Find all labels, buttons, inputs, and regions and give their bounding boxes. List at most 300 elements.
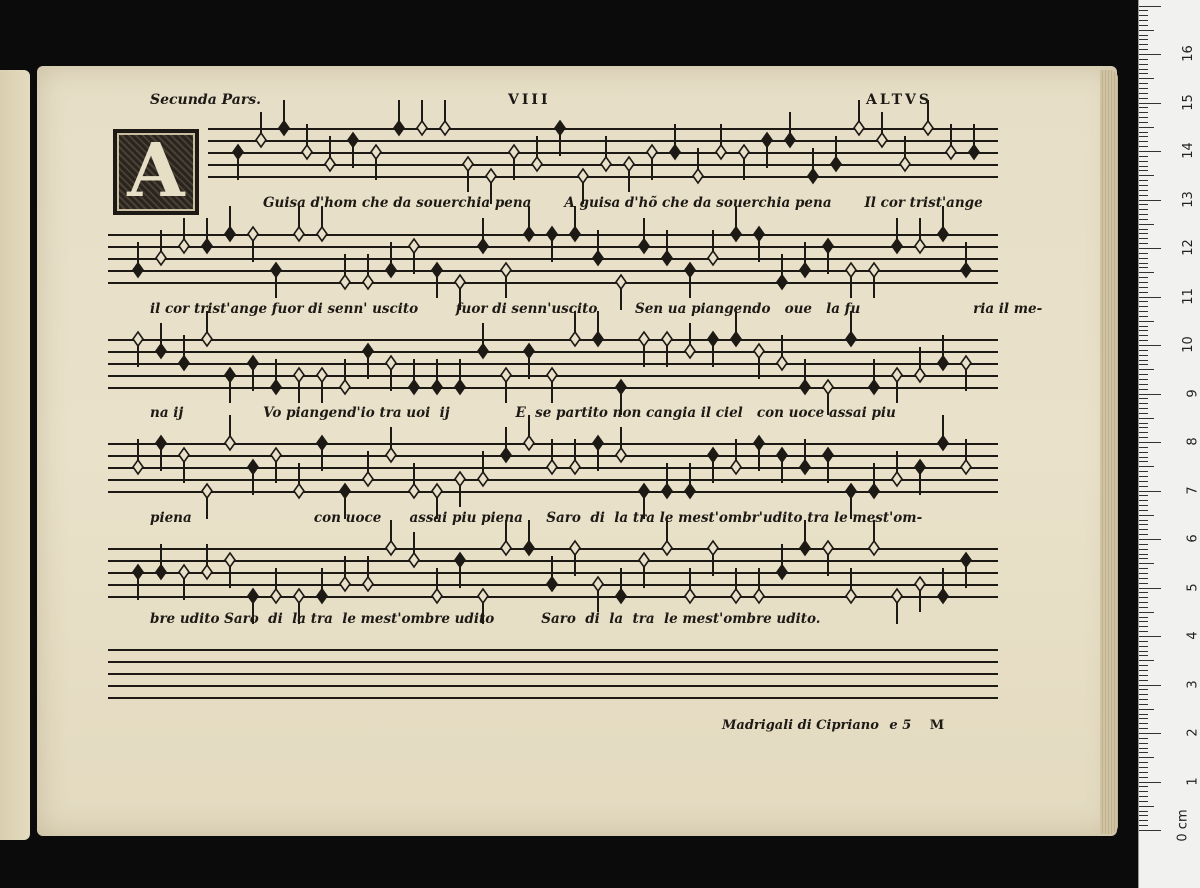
staff-line (108, 685, 998, 687)
note (762, 133, 772, 168)
note (225, 368, 235, 403)
ruler-tick (1139, 432, 1148, 433)
ruler-tick (1139, 486, 1148, 487)
ruler-tick (1139, 563, 1154, 564)
ruler-tick (1139, 355, 1148, 356)
note (409, 359, 419, 394)
ruler-tick (1139, 326, 1148, 327)
ruler-tick (1139, 709, 1154, 710)
ruler-tick (1139, 78, 1154, 79)
ruler-tick (1139, 685, 1161, 686)
ruler-tick (1139, 675, 1148, 676)
ruler-tick (1139, 767, 1148, 768)
ruler-tick (1139, 219, 1148, 220)
ruler-tick (1139, 466, 1154, 467)
ruler-tick (1139, 554, 1148, 555)
note (133, 565, 143, 600)
note (409, 463, 419, 498)
note (455, 553, 465, 588)
ruler-tick (1139, 263, 1148, 264)
ruler-number: 9 (1185, 388, 1200, 398)
music-staff (108, 234, 998, 282)
note (394, 100, 404, 135)
ruler-tick (1139, 733, 1161, 734)
note (662, 463, 672, 498)
ruler-tick (1139, 520, 1148, 521)
ruler-tick (1139, 301, 1148, 302)
note (915, 577, 925, 612)
note (294, 368, 304, 403)
ruler-tick (1139, 597, 1148, 598)
ruler-tick (1139, 59, 1148, 60)
ruler-number: 7 (1185, 485, 1200, 495)
ruler-tick (1139, 612, 1154, 613)
note (708, 448, 718, 483)
ruler-tick (1139, 665, 1148, 666)
note (823, 541, 833, 576)
ruler-tick (1139, 364, 1148, 365)
ruler-tick (1139, 10, 1148, 11)
section-heading: Secunda Pars. (150, 92, 261, 108)
note (892, 218, 902, 253)
ruler-tick (1139, 117, 1148, 118)
note (900, 136, 910, 171)
note (156, 323, 166, 358)
ruler-tick (1139, 49, 1148, 50)
ruler-tick (1139, 495, 1148, 496)
ruler-tick (1139, 505, 1148, 506)
note (639, 218, 649, 253)
ruler-tick (1139, 442, 1161, 443)
note (593, 436, 603, 471)
ruler-tick (1139, 791, 1148, 792)
note (961, 242, 971, 277)
note (800, 242, 810, 277)
note (647, 145, 657, 180)
note (892, 451, 902, 486)
ruler-tick (1139, 583, 1148, 584)
ruler-tick (1139, 815, 1148, 816)
music-staff (208, 128, 998, 176)
ruler-tick (1139, 39, 1148, 40)
ruler-tick (1139, 6, 1161, 7)
ruler-number: 8 (1185, 437, 1200, 446)
note (754, 568, 764, 603)
ruler-tick (1139, 757, 1154, 758)
ruler-tick (1139, 151, 1161, 152)
note (133, 439, 143, 474)
note (800, 439, 810, 474)
ruler-tick (1139, 258, 1148, 259)
note (777, 544, 787, 579)
ruler-tick (1139, 578, 1148, 579)
note (777, 448, 787, 483)
ruler-tick (1139, 88, 1148, 89)
ruler-tick (1139, 136, 1148, 137)
note (317, 368, 327, 403)
note (340, 359, 350, 394)
ruler-tick (1139, 539, 1161, 540)
note (133, 242, 143, 277)
ruler-tick (1139, 204, 1148, 205)
ruler-tick (1139, 185, 1148, 186)
note (708, 332, 718, 367)
note (432, 263, 442, 298)
ruler-tick (1139, 54, 1161, 55)
note (156, 436, 166, 471)
ruler-tick (1139, 811, 1148, 812)
ruler-tick (1139, 98, 1148, 99)
ruler-tick (1139, 248, 1161, 249)
ruler-tick (1139, 588, 1161, 589)
ruler-tick (1139, 646, 1148, 647)
ruler-tick (1139, 607, 1148, 608)
note (325, 136, 335, 171)
ruler-tick (1139, 30, 1154, 31)
lyric-line: na ij Vo piangend'io tra uoi ij E se partito non cangia il ciel con uoce assai piu (150, 405, 896, 421)
piece-number: VIII (508, 92, 551, 108)
note (532, 136, 542, 171)
note (363, 556, 373, 591)
note (179, 565, 189, 600)
note (409, 239, 419, 274)
ruler-tick (1139, 699, 1148, 700)
notation-glyphs (108, 317, 998, 407)
note (570, 206, 580, 241)
note (961, 439, 971, 474)
note (432, 359, 442, 394)
printer-mark: M (929, 718, 945, 733)
note (739, 145, 749, 180)
ruler-tick (1139, 762, 1148, 763)
note (854, 100, 864, 135)
notation-glyphs (108, 526, 998, 616)
notation-glyphs (108, 212, 998, 302)
ruler-tick (1139, 806, 1154, 807)
ruler-tick (1139, 452, 1148, 453)
staff-line (108, 673, 998, 675)
ruler-tick (1139, 69, 1148, 70)
ruler-tick (1139, 369, 1154, 370)
note (340, 254, 350, 289)
note (317, 568, 327, 603)
note (754, 344, 764, 379)
ruler-tick (1139, 350, 1148, 351)
note (547, 439, 557, 474)
ruler-tick (1139, 384, 1148, 385)
note (501, 263, 511, 298)
ruler-tick (1139, 820, 1148, 821)
ruler-tick (1139, 723, 1148, 724)
ruler-tick (1139, 772, 1148, 773)
ruler-tick (1139, 209, 1148, 210)
ruler-tick (1139, 631, 1148, 632)
notation-glyphs (108, 421, 998, 511)
notation-glyphs (208, 106, 998, 196)
ruler-tick (1139, 641, 1148, 642)
note (248, 460, 258, 495)
note (417, 100, 427, 135)
note (961, 553, 971, 588)
ruler-tick (1139, 15, 1148, 16)
ruler-tick (1139, 83, 1148, 84)
ruler-tick (1139, 335, 1148, 336)
note (938, 568, 948, 603)
ruler-tick (1139, 476, 1148, 477)
ruler-tick (1139, 413, 1148, 414)
note (754, 227, 764, 262)
note (547, 556, 557, 591)
ruler-tick (1139, 515, 1154, 516)
note (892, 368, 902, 403)
note (846, 263, 856, 298)
ruler-tick (1139, 461, 1148, 462)
ruler-tick (1139, 277, 1148, 278)
ruler-tick (1139, 161, 1148, 162)
note (777, 254, 787, 289)
ruler-tick (1139, 292, 1148, 293)
ruler-tick (1139, 660, 1154, 661)
ruler-tick (1139, 447, 1148, 448)
voice-part-label: ALTVS (866, 92, 932, 108)
initial-letter: A (127, 128, 185, 214)
ruler-tick (1139, 481, 1148, 482)
ruler-tick (1139, 132, 1148, 133)
note (524, 206, 534, 241)
note (478, 323, 488, 358)
note (831, 136, 841, 171)
note (639, 553, 649, 588)
note (256, 112, 266, 147)
ruler-tick (1139, 141, 1148, 142)
note (785, 112, 795, 147)
ruler-tick (1139, 229, 1148, 230)
note (363, 254, 373, 289)
note (455, 359, 465, 394)
note (440, 100, 450, 135)
ruler-tick (1139, 103, 1161, 104)
note (731, 568, 741, 603)
ruler-tick (1139, 549, 1148, 550)
note (754, 436, 764, 471)
note (869, 263, 879, 298)
ruler-tick (1139, 427, 1148, 428)
note (731, 439, 741, 474)
note (777, 335, 787, 370)
ruler-tick (1139, 93, 1148, 94)
note (685, 263, 695, 298)
ruler-tick (1139, 35, 1148, 36)
note (501, 368, 511, 403)
staff-line (108, 649, 998, 651)
ruler-tick (1139, 122, 1148, 123)
ruler-tick (1139, 748, 1148, 749)
note (570, 439, 580, 474)
ruler-tick (1139, 728, 1148, 729)
ruler-tick (1139, 374, 1148, 375)
ruler-number: 3 (1185, 679, 1200, 689)
ruler-tick (1139, 651, 1148, 652)
ruler-number: 5 (1185, 582, 1200, 592)
music-staff (108, 548, 998, 596)
note (915, 218, 925, 253)
ruler-tick (1139, 777, 1148, 778)
note (915, 347, 925, 382)
ruler-tick (1139, 200, 1161, 201)
ruler-tick (1139, 602, 1148, 603)
ruler-tick (1139, 694, 1148, 695)
note (662, 332, 672, 367)
ruler-tick (1139, 73, 1148, 74)
note (202, 218, 212, 253)
note (271, 359, 281, 394)
note (800, 359, 810, 394)
note (869, 359, 879, 394)
gathering-signature: e 5 (889, 718, 912, 733)
note (961, 356, 971, 391)
empty-staff (108, 649, 998, 701)
footer-signature (722, 718, 944, 733)
note (179, 218, 189, 253)
note (616, 568, 626, 603)
note (386, 427, 396, 462)
note (823, 239, 833, 274)
lyric-line: Guisa d'hom che da souerchia pena A guisa d'hõ che da souerchia pena Il cor trist'ange (263, 195, 983, 211)
ruler-tick (1139, 398, 1148, 399)
ruler-tick (1139, 825, 1148, 826)
ruler-number: 12 (1181, 239, 1197, 256)
note (225, 553, 235, 588)
note (363, 451, 373, 486)
ruler-tick (1139, 330, 1148, 331)
note (432, 568, 442, 603)
ruler-tick (1139, 64, 1148, 65)
ruler-tick (1139, 738, 1148, 739)
note (846, 568, 856, 603)
ruler-number: 6 (1185, 534, 1200, 543)
ruler-tick (1139, 418, 1154, 419)
ruler-tick (1139, 718, 1148, 719)
ruler-tick (1139, 592, 1148, 593)
note (670, 124, 680, 159)
previous-page-edge (0, 70, 30, 840)
note (731, 206, 741, 241)
ruler-tick (1139, 389, 1148, 390)
ruler-tick (1139, 743, 1148, 744)
note (547, 368, 557, 403)
lyric-line: piena con uoce assai piu piena Saro di la tra le mest'ombr'udito tra le mest'om- (150, 510, 923, 526)
ruler-tick (1139, 233, 1148, 234)
ruler-tick (1139, 170, 1148, 171)
note (371, 145, 381, 180)
ruler-number: 1 (1185, 776, 1200, 786)
note (716, 124, 726, 159)
note (969, 124, 979, 159)
ruler-unit-label: 0 cm (1175, 809, 1191, 842)
ruler-tick (1139, 345, 1161, 346)
note (685, 568, 695, 603)
note (225, 206, 235, 241)
note (593, 577, 603, 612)
ruler-tick (1139, 471, 1148, 472)
ruler-tick (1139, 403, 1148, 404)
note (923, 100, 933, 135)
ruler-tick (1139, 166, 1148, 167)
page-block-edge (1100, 70, 1118, 834)
ruler-number: 2 (1185, 728, 1200, 737)
ruler-number: 14 (1181, 142, 1197, 159)
ruler-tick (1139, 830, 1161, 831)
note (279, 100, 289, 135)
ruler-tick (1139, 297, 1161, 298)
note (340, 556, 350, 591)
note (624, 157, 634, 192)
ruler-tick (1139, 44, 1148, 45)
note (363, 344, 373, 379)
ruler-number: 10 (1181, 336, 1197, 353)
note (271, 448, 281, 483)
note (386, 242, 396, 277)
ruler-number: 13 (1181, 190, 1197, 208)
note (179, 335, 189, 370)
ruler-tick (1139, 175, 1154, 176)
note (639, 332, 649, 367)
note (409, 532, 419, 567)
ruler-tick (1139, 127, 1154, 128)
note (455, 472, 465, 507)
note (570, 541, 580, 576)
note (248, 356, 258, 391)
note (233, 145, 243, 180)
ruler-tick (1139, 534, 1148, 535)
ruler-tick (1139, 379, 1148, 380)
note (877, 112, 887, 147)
ruler-tick (1139, 529, 1148, 530)
ruler-tick (1139, 321, 1154, 322)
ruler-tick (1139, 272, 1154, 273)
note (662, 230, 672, 265)
note (133, 332, 143, 367)
ruler-tick (1139, 680, 1148, 681)
note (271, 568, 281, 603)
ruler-tick (1139, 107, 1148, 108)
lyric-line: bre udito Saro di la tra le mest'ombre udito Saro di la tra le mest'ombre udito. (150, 611, 821, 627)
ruler-tick (1139, 282, 1148, 283)
ruler-tick (1139, 311, 1148, 312)
note (156, 544, 166, 579)
ruler-tick (1139, 224, 1154, 225)
note (294, 206, 304, 241)
ruler-tick (1139, 491, 1161, 492)
ruler-tick (1139, 437, 1148, 438)
ruler-tick (1139, 306, 1148, 307)
note (946, 124, 956, 159)
ruler-tick (1139, 544, 1148, 545)
note (156, 230, 166, 265)
note (386, 356, 396, 391)
ruler-tick (1139, 146, 1148, 147)
ruler-tick (1139, 524, 1148, 525)
ruler-tick (1139, 636, 1161, 637)
ruler-tick (1139, 25, 1148, 26)
ruler-tick (1139, 287, 1148, 288)
ruler-tick (1139, 238, 1148, 239)
ruler-tick (1139, 112, 1148, 113)
music-staff (108, 443, 998, 491)
footer-title: Madrigali di Cipriano (722, 718, 879, 733)
ruler-tick (1139, 796, 1148, 797)
note (685, 463, 695, 498)
